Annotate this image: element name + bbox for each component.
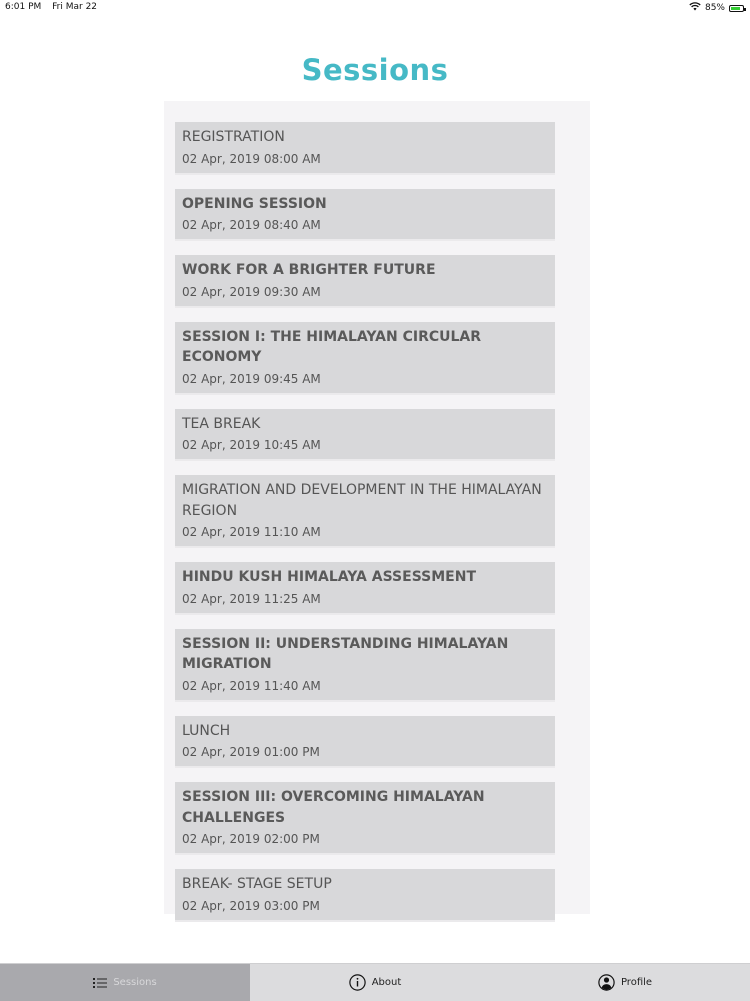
session-title: REGISTRATION [182, 129, 285, 145]
tab-about[interactable] [250, 964, 500, 1001]
session-title: HINDU KUSH HIMALAYA ASSESSMENT [182, 569, 476, 585]
profile-icon [598, 974, 615, 991]
session-time: 02 Apr, 2019 02:00 PM [182, 832, 320, 846]
status-time: 6:01 PM [5, 2, 42, 12]
session-time: 02 Apr, 2019 11:10 AM [182, 525, 321, 539]
session-title: BREAK- STAGE SETUP [182, 876, 332, 892]
session-time: 02 Apr, 2019 09:45 AM [182, 371, 321, 386]
session-card[interactable] [175, 122, 555, 175]
tab-bar [0, 963, 750, 1001]
session-card[interactable] [175, 189, 555, 242]
session-title: LUNCH [182, 722, 231, 739]
session-time: 02 Apr, 2019 03:00 PM [182, 898, 320, 913]
tab-profile[interactable] [500, 964, 750, 1001]
session-card[interactable] [175, 782, 555, 855]
session-title: MIGRATION AND DEVELOPMENT IN THE HIMALAYAN REGION [182, 482, 542, 519]
sessions-panel [164, 101, 590, 914]
session-time: 02 Apr, 2019 11:25 AM [182, 591, 321, 606]
info-icon [349, 974, 366, 991]
page-title: Sessions [301, 53, 449, 87]
status-bar [0, 0, 750, 16]
session-card[interactable] [175, 322, 555, 395]
session-card[interactable] [175, 716, 555, 769]
session-card[interactable] [175, 255, 555, 308]
session-title: SESSION I: THE HIMALAYAN CIRCULAR ECONOMY [182, 328, 482, 365]
session-time: 02 Apr, 2019 08:40 AM [182, 218, 321, 232]
session-title: WORK FOR A BRIGHTER FUTURE [182, 262, 436, 278]
session-time: 02 Apr, 2019 11:40 AM [182, 678, 321, 693]
session-card[interactable] [175, 409, 555, 462]
session-title: SESSION II: UNDERSTANDING HIMALAYAN MIGRATION [182, 635, 509, 672]
session-time: 02 Apr, 2019 01:00 PM [182, 745, 320, 759]
tab-profile-label: Profile [620, 977, 653, 988]
battery-icon [729, 5, 744, 12]
session-title: SESSION III: OVERCOMING HIMALAYAN CHALLENGES [182, 789, 485, 826]
list-icon [93, 977, 107, 989]
session-card[interactable] [175, 562, 555, 615]
wifi-icon [689, 2, 701, 14]
session-list [175, 122, 555, 936]
session-time: 02 Apr, 2019 10:45 AM [182, 438, 321, 452]
session-card[interactable] [175, 629, 555, 702]
tab-sessions-label: Sessions [113, 977, 157, 988]
session-card[interactable] [175, 475, 555, 548]
tab-sessions[interactable] [0, 964, 250, 1001]
session-time: 02 Apr, 2019 09:30 AM [182, 284, 321, 299]
session-title: TEA BREAK [182, 415, 261, 432]
session-card[interactable] [175, 869, 555, 922]
battery-percent: 85% [704, 3, 725, 13]
session-title: OPENING SESSION [182, 195, 327, 212]
status-date: Fri Mar 22 [52, 2, 98, 12]
session-time: 02 Apr, 2019 08:00 AM [182, 151, 321, 166]
tab-about-label: About [371, 977, 402, 988]
